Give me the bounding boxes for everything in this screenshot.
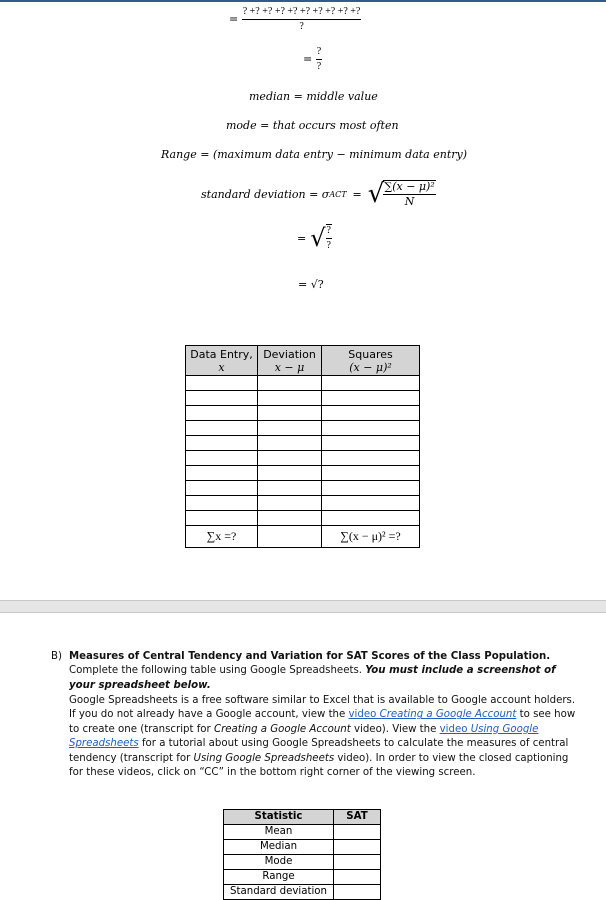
table-cell[interactable] [258, 376, 322, 391]
denominator: ? [299, 21, 304, 32]
sat-value-cell[interactable] [334, 840, 381, 855]
table-cell[interactable] [258, 511, 322, 526]
std-dev-formula [201, 180, 436, 208]
table-cell[interactable] [322, 391, 420, 406]
fraction [383, 180, 435, 208]
paragraph-text: Google Spreadsheets is a free software similar to Excel that is available to Google account holders. If you do not already have a Google account, view the [69, 695, 576, 721]
table-cell[interactable] [322, 481, 420, 496]
table-cell[interactable] [186, 391, 258, 406]
denominator: ? [326, 240, 331, 251]
sum-deviation-cell[interactable] [258, 526, 322, 548]
section-b-marker: B) [51, 651, 62, 662]
table-cell[interactable] [186, 496, 258, 511]
table-row [224, 885, 381, 900]
table-header-row [224, 810, 381, 825]
table-cell[interactable] [322, 511, 420, 526]
table-row [186, 376, 420, 391]
table-cell[interactable] [258, 391, 322, 406]
fraction [242, 6, 362, 33]
fraction [316, 46, 322, 73]
table-cell[interactable] [186, 421, 258, 436]
fraction [326, 224, 332, 252]
mean-formula-step2 [303, 46, 322, 73]
deviation-work-table [185, 345, 420, 548]
sum-row [186, 526, 420, 548]
table-cell[interactable] [258, 466, 322, 481]
table-cell[interactable] [322, 376, 420, 391]
numerator: ∑(x − μ)² [384, 180, 435, 193]
table-cell[interactable] [258, 406, 322, 421]
header-data-entry: Data Entry, x [186, 346, 258, 376]
statistic-label: Mean [224, 825, 334, 840]
numerator: ? [326, 225, 332, 239]
section-b-title: Measures of Central Tendency and Variation for SAT Scores of the Class Population. [69, 651, 551, 662]
table-cell[interactable] [186, 451, 258, 466]
table-cell[interactable] [322, 406, 420, 421]
table-cell[interactable] [186, 376, 258, 391]
equals-sign: = [297, 231, 307, 245]
table-cell[interactable] [186, 481, 258, 496]
table-row [186, 436, 420, 451]
header-sat: SAT [334, 810, 381, 825]
denominator: N [404, 195, 415, 208]
sigma-subscript: ACT [329, 189, 347, 199]
sat-value-cell[interactable] [334, 885, 381, 900]
numerator: ? [316, 46, 322, 60]
sum-squares-cell[interactable]: ∑(x − μ)² =? [322, 526, 420, 548]
sat-value-cell[interactable] [334, 870, 381, 885]
table-row [186, 406, 420, 421]
table-cell[interactable] [186, 436, 258, 451]
paragraph-text: for a tutorial about using Google Spreadsheets to calculate the measures of central tendency (transcript for [69, 738, 569, 764]
mode-definition: mode = that occurs most often [226, 119, 399, 132]
table-cell[interactable] [258, 496, 322, 511]
table-row [186, 496, 420, 511]
header-statistic: Statistic [224, 810, 334, 825]
table-row [186, 511, 420, 526]
statistic-label: Median [224, 840, 334, 855]
table-cell[interactable] [186, 466, 258, 481]
section-b-emphasis: You must include a screenshot of your spreadsheet below. [69, 665, 556, 691]
equals-sign: = [229, 12, 239, 26]
creating-google-account-link[interactable]: video Creating a Google Account [348, 709, 517, 721]
statistic-label: Standard deviation [224, 885, 334, 900]
std-dev-label: standard deviation = σ [201, 187, 330, 201]
table-cell[interactable] [258, 481, 322, 496]
sqrt-icon: √ [310, 224, 326, 252]
sat-value-cell[interactable] [334, 855, 381, 870]
table-cell[interactable] [258, 421, 322, 436]
table-cell[interactable] [322, 496, 420, 511]
section-b-paragraph [69, 694, 584, 780]
sat-statistics-table [223, 809, 381, 900]
table-row [224, 870, 381, 885]
equals-sign: = [303, 52, 313, 66]
median-definition: median = middle value [249, 90, 378, 103]
table-row [224, 855, 381, 870]
table-row [186, 391, 420, 406]
header-deviation: Deviation x − μ [258, 346, 322, 376]
table-cell[interactable] [322, 421, 420, 436]
paragraph-italic: Using Google Spreadsheets [193, 752, 335, 764]
range-definition: Range = (maximum data entry − minimum data entry) [161, 148, 468, 161]
sum-x-cell[interactable]: ∑x =? [186, 526, 258, 548]
table-row [186, 421, 420, 436]
header-squares: Squares (x − μ)² [322, 346, 420, 376]
table-header-row [186, 346, 420, 376]
sqrt-icon: √ [367, 179, 385, 209]
table-row [224, 825, 381, 840]
page-separator [0, 600, 606, 613]
statistic-label: Range [224, 870, 334, 885]
table-row [186, 466, 420, 481]
table-cell[interactable] [186, 511, 258, 526]
mean-formula-step1 [229, 6, 361, 33]
denominator: ? [316, 61, 322, 72]
section-b-heading [69, 650, 584, 693]
std-dev-step1 [297, 224, 332, 252]
table-row [224, 840, 381, 855]
paragraph-text: to see how to create one (transcript for [69, 709, 576, 735]
table-cell[interactable] [258, 451, 322, 466]
statistic-label: Mode [224, 855, 334, 870]
equals-sign: = [352, 187, 362, 201]
paragraph-italic: Creating a Google Account [213, 723, 351, 735]
sat-value-cell[interactable] [334, 825, 381, 840]
table-cell[interactable] [322, 451, 420, 466]
table-cell[interactable] [322, 436, 420, 451]
std-dev-step2: = √? [298, 278, 324, 291]
paragraph-text: video). In order to view the closed captioning for these videos, click on “CC” in the bottom right corner of the viewing screen. [69, 752, 569, 779]
table-cell[interactable] [322, 466, 420, 481]
table-cell[interactable] [186, 406, 258, 421]
table-cell[interactable] [258, 436, 322, 451]
paragraph-text: video). View the [350, 723, 440, 735]
section-b-instruction: Complete the following table using Google Spreadsheets. [69, 665, 366, 677]
numerator: ? +? +? +? +? +? +? +? +? +? [242, 6, 362, 20]
table-row [186, 451, 420, 466]
top-border [0, 0, 606, 2]
table-row [186, 481, 420, 496]
using-google-spreadsheets-link[interactable]: video Using Google Spreadsheets [69, 723, 539, 750]
